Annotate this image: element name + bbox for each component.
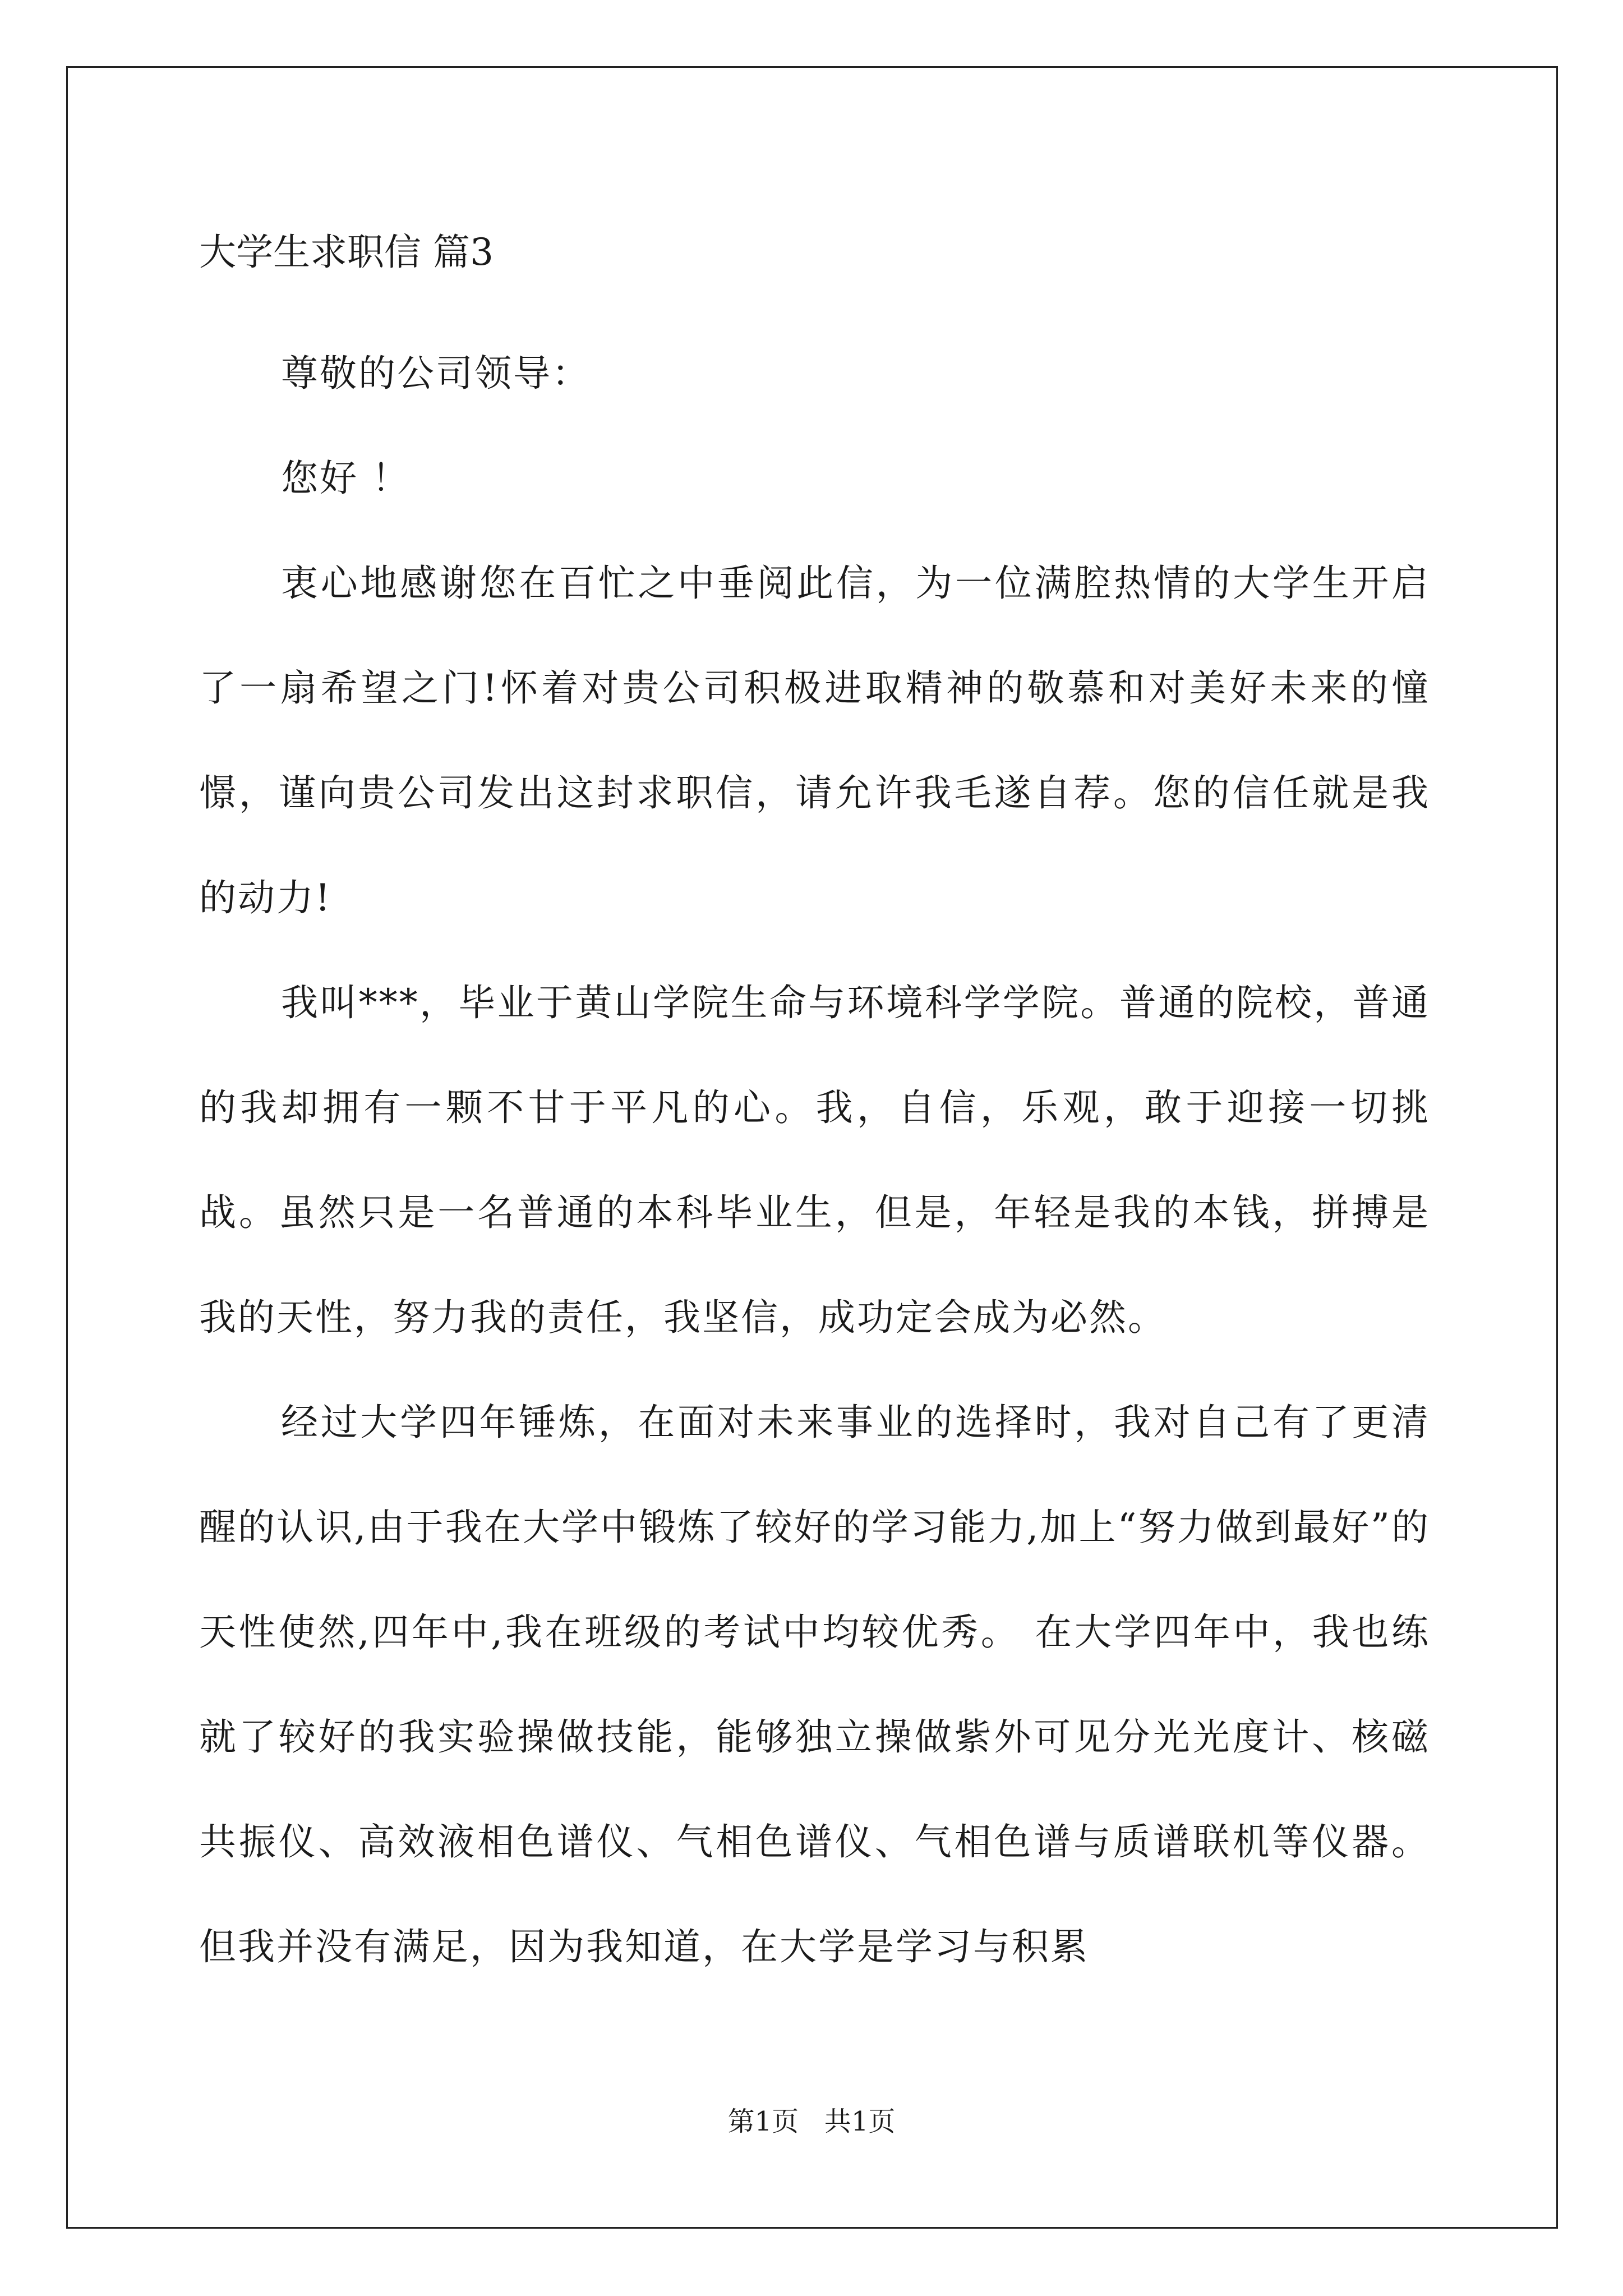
greeting: 您好 ！ — [281, 457, 411, 500]
paragraph-introduction: 我叫***，毕业于黄山学院生命与环境科学学院。普通的院校，普通的我却拥有一颗不甘于平凡的心。我，自信，乐观，敢于迎接一切挑战。虽然只是一名普通的本科毕业生，但是，年轻是我的本钱，拼搏是我的天性，努力我的责任，我坚信，成功定会成为必然。 — [199, 981, 1430, 1339]
salutation: 尊敬的公司领导： — [281, 352, 591, 395]
page-number-footer: 第1页 共1页 — [727, 2106, 896, 2137]
paragraph-experience: 经过大学四年锤炼，在面对未来事业的选择时，我对自己有了更清醒的认识,由于我在大学中锻炼了较好的学习能力,加上“努力做到最好”的天性使然,四年中,我在班级的考试中均较优秀。 在大学四年中，我也练就了较好的我实验操做技能，能够独立操做紫外可见分光光度计、核磁共振仪、高效液相色谱仪、气相色谱仪、气相色谱与质谱联机等仪器。但我并没有满足，因为我知道，在大学是学习与积累 — [199, 1401, 1430, 1968]
document-title: 大学生求职信 篇3 — [199, 231, 494, 274]
paragraph-thanks: 衷心地感谢您在百忙之中垂阅此信，为一位满腔热情的大学生开启了一扇希望之门!怀着对贵公司积极进取精神的敬慕和对美好未来的憧憬，谨向贵公司发出这封求职信，请允许我毛遂自荐。您的信任就是我的动力! — [199, 562, 1430, 919]
document-body — [199, 219, 1430, 1999]
